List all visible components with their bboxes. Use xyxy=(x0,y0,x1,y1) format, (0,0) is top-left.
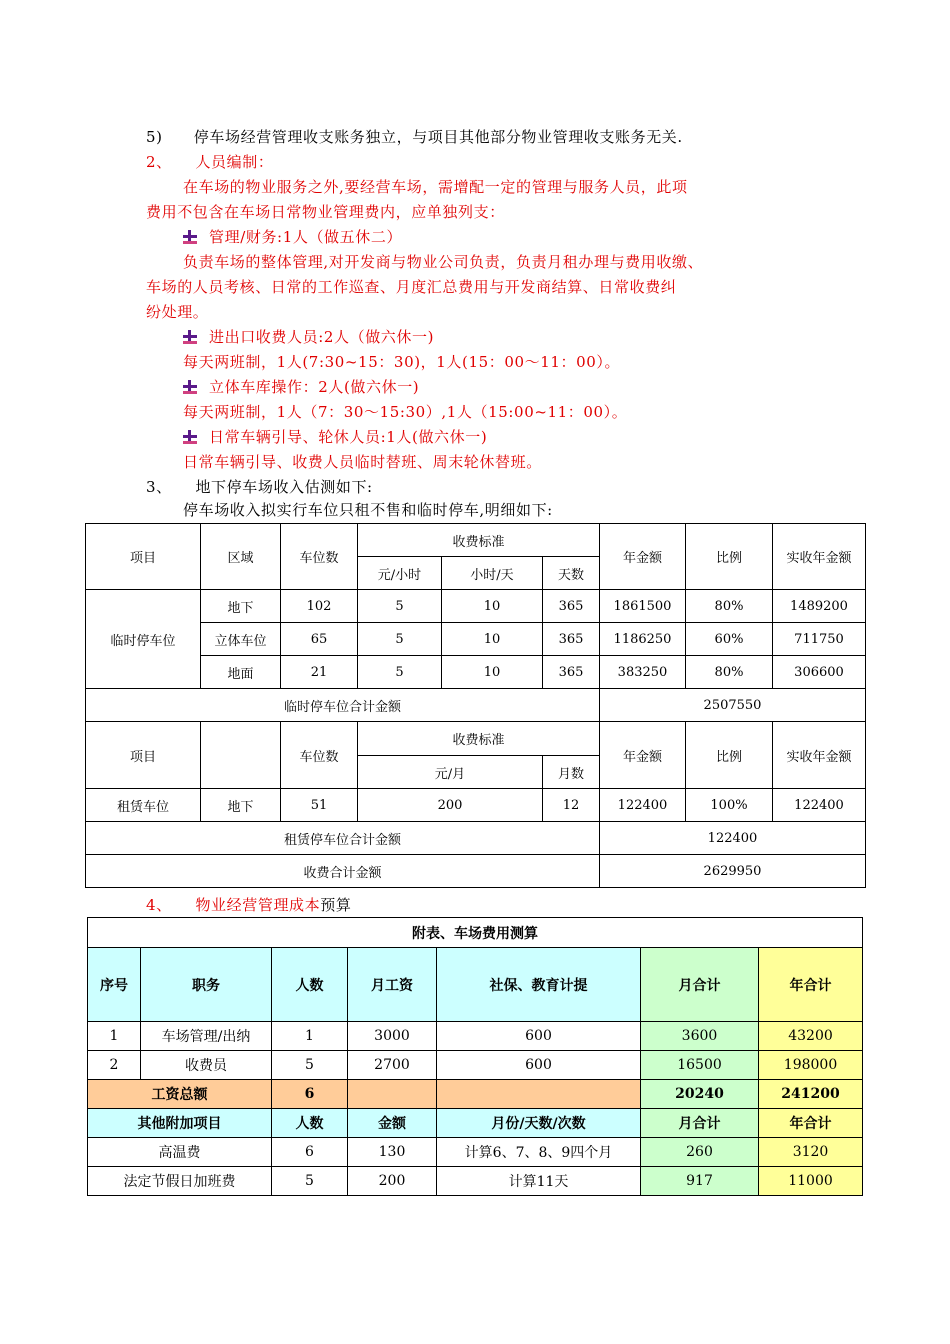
table-row xyxy=(88,1051,863,1080)
bullet-icon xyxy=(183,380,197,394)
cell-actual: 122400 xyxy=(773,789,866,822)
cell-year-total: 11000 xyxy=(759,1167,863,1196)
cell-month-total: 3600 xyxy=(641,1022,759,1051)
cell-days: 365 xyxy=(543,623,600,656)
staff-cashier-label: 进出口收费人员:2人（做六休一) xyxy=(209,328,435,346)
cell-social: 600 xyxy=(437,1051,641,1080)
cell-no: 1 xyxy=(88,1022,141,1051)
manager-duty-line3: 纷处理。 xyxy=(146,303,209,321)
bullet-icon xyxy=(183,230,197,244)
cell-year-total: 198000 xyxy=(759,1051,863,1080)
cell-year-total: 43200 xyxy=(759,1022,863,1051)
income-header-standard: 收费标准 xyxy=(358,524,600,557)
cell-spaces: 65 xyxy=(281,623,358,656)
cell-spaces: 51 xyxy=(281,789,358,822)
cost-table-title: 附表、车场费用测算 xyxy=(88,918,863,948)
extra-header-month-total: 月合计 xyxy=(641,1109,759,1138)
cashier-shift: 每天两班制，1人(7:30~15：30)，1人(15：00～11：00）。 xyxy=(183,353,621,371)
bullet-icon xyxy=(183,330,197,344)
cell-month-total: 16500 xyxy=(641,1051,759,1080)
grand-total-label: 收费合计金额 xyxy=(86,855,600,888)
table-row xyxy=(86,789,866,822)
table-row xyxy=(88,1138,863,1167)
cell-year-total: 3120 xyxy=(759,1138,863,1167)
income-header-actual: 实收年金额 xyxy=(773,524,866,590)
table-row xyxy=(88,1167,863,1196)
cost-header-no: 序号 xyxy=(88,948,141,1022)
cell-month-total: 260 xyxy=(641,1138,759,1167)
table-row xyxy=(86,623,866,656)
income-header-days: 天数 xyxy=(543,557,600,590)
grand-total-value: 2629950 xyxy=(600,855,866,888)
cell-rate: 5 xyxy=(358,656,442,689)
staff-guide-label: 日常车辆引导、轮休人员:1人(做六休一) xyxy=(209,428,488,446)
rent-header-item: 项目 xyxy=(86,722,201,789)
cell-ratio: 80% xyxy=(686,656,773,689)
cell-salary: 2700 xyxy=(348,1051,437,1080)
staff-garage-label: 立体车库操作：2人(做六休一) xyxy=(209,378,420,396)
extra-header-period: 月份/天数/次数 xyxy=(437,1109,641,1138)
section-4-suffix: 预算 xyxy=(320,896,352,914)
cell-area: 立体车位 xyxy=(201,623,281,656)
cell-hours: 10 xyxy=(442,656,543,689)
cell-rate: 5 xyxy=(358,623,442,656)
extra-header-year-total: 年合计 xyxy=(759,1109,863,1138)
cell-annual: 122400 xyxy=(600,789,686,822)
rent-header-empty xyxy=(201,722,281,789)
cell-days: 365 xyxy=(543,656,600,689)
cell-social: 600 xyxy=(437,1022,641,1051)
cost-header-social: 社保、教育计提 xyxy=(437,948,641,1022)
cell-rate: 200 xyxy=(358,789,543,822)
bullet-icon xyxy=(183,430,197,444)
section-2-heading: 2、 人员编制： xyxy=(146,153,274,171)
table-row xyxy=(86,822,866,855)
cost-table xyxy=(87,917,863,1196)
cell-months: 12 xyxy=(543,789,600,822)
cell-area: 地面 xyxy=(201,656,281,689)
staff-cashier xyxy=(183,326,434,348)
extra-header-amount: 金额 xyxy=(348,1109,437,1138)
section-4-title: 4、 物业经营管理成本 xyxy=(146,896,321,914)
cell-hours: 10 xyxy=(442,590,543,623)
rent-header-per-month: 元/月 xyxy=(358,756,543,789)
table-row xyxy=(86,590,866,623)
income-header-item: 项目 xyxy=(86,524,201,590)
cell-count: 1 xyxy=(272,1022,348,1051)
wage-total-empty xyxy=(437,1080,641,1109)
wage-total-empty xyxy=(348,1080,437,1109)
income-header-per-hour: 元/小时 xyxy=(358,557,442,590)
cell-ratio: 80% xyxy=(686,590,773,623)
income-header-annual: 年金额 xyxy=(600,524,686,590)
table-row xyxy=(86,656,866,689)
income-header-ratio: 比例 xyxy=(686,524,773,590)
cell-item: 高温费 xyxy=(88,1138,272,1167)
cell-spaces: 102 xyxy=(281,590,358,623)
cell-salary: 3000 xyxy=(348,1022,437,1051)
table-row xyxy=(86,689,866,722)
temp-parking-label: 临时停车位 xyxy=(86,590,201,689)
cell-amount: 130 xyxy=(348,1138,437,1167)
staff-garage xyxy=(183,376,419,398)
staff-guide xyxy=(183,426,487,448)
staff-manager xyxy=(183,226,402,248)
cell-annual: 1186250 xyxy=(600,623,686,656)
wage-total-label: 工资总额 xyxy=(88,1080,272,1109)
staffing-intro-line1: 在车场的物业服务之外,要经营车场，需增配一定的管理与服务人员，此项 xyxy=(183,178,688,196)
cell-month-total: 917 xyxy=(641,1167,759,1196)
cell-area: 地下 xyxy=(201,590,281,623)
item-5-text: 5) 停车场经营管理收支账务独立，与项目其他部分物业管理收支账务无关. xyxy=(146,128,683,146)
staffing-intro-line2: 费用不包含在车场日常物业管理费内，应单独列支： xyxy=(146,203,505,221)
cost-header-role: 职务 xyxy=(141,948,272,1022)
cell-actual: 306600 xyxy=(773,656,866,689)
cell-period: 计算11天 xyxy=(437,1167,641,1196)
cell-area: 地下 xyxy=(201,789,281,822)
rent-header-actual: 实收年金额 xyxy=(773,722,866,789)
wage-total-row xyxy=(88,1080,863,1109)
extra-header-count: 人数 xyxy=(272,1109,348,1138)
income-table xyxy=(85,523,866,888)
cell-annual: 1861500 xyxy=(600,590,686,623)
cell-count: 5 xyxy=(272,1167,348,1196)
cell-period: 计算6、7、8、9四个月 xyxy=(437,1138,641,1167)
cell-count: 5 xyxy=(272,1051,348,1080)
manager-duty-line1: 负责车场的整体管理,对开发商与物业公司负责，负责月租办理与费用收缴、 xyxy=(183,253,704,271)
cell-amount: 200 xyxy=(348,1167,437,1196)
cost-header-month-total: 月合计 xyxy=(641,948,759,1022)
table-row xyxy=(86,855,866,888)
rent-header-ratio: 比例 xyxy=(686,722,773,789)
cell-role: 车场管理/出纳 xyxy=(141,1022,272,1051)
cost-header-year-total: 年合计 xyxy=(759,948,863,1022)
extra-header-item: 其他附加项目 xyxy=(88,1109,272,1138)
cell-item: 法定节假日加班费 xyxy=(88,1167,272,1196)
cell-days: 365 xyxy=(543,590,600,623)
rent-total-value: 122400 xyxy=(600,822,866,855)
rent-total-label: 租赁停车位合计金额 xyxy=(86,822,600,855)
income-header-hours-day: 小时/天 xyxy=(442,557,543,590)
cell-actual: 711750 xyxy=(773,623,866,656)
temp-total-value: 2507550 xyxy=(600,689,866,722)
rent-label: 租赁车位 xyxy=(86,789,201,822)
staff-manager-label: 管理/财务:1人（做五休二） xyxy=(209,228,403,246)
cell-ratio: 60% xyxy=(686,623,773,656)
cell-role: 收费员 xyxy=(141,1051,272,1080)
manager-duty-line2: 车场的人员考核、日常的工作巡查、月度汇总费用与开发商结算、日常收费纠 xyxy=(146,278,677,296)
cell-no: 2 xyxy=(88,1051,141,1080)
cell-ratio: 100% xyxy=(686,789,773,822)
rent-header-standard: 收费标准 xyxy=(358,722,600,756)
section-4-heading xyxy=(146,894,351,916)
wage-total-month: 20240 xyxy=(641,1080,759,1109)
cell-hours: 10 xyxy=(442,623,543,656)
income-header-spaces: 车位数 xyxy=(281,524,358,590)
rent-header-months: 月数 xyxy=(543,756,600,789)
cell-rate: 5 xyxy=(358,590,442,623)
income-header-area: 区域 xyxy=(201,524,281,590)
cell-count: 6 xyxy=(272,1138,348,1167)
section-3-heading: 3、 地下停车场收入估测如下: xyxy=(146,478,373,496)
table-row xyxy=(88,1022,863,1051)
cell-actual: 1489200 xyxy=(773,590,866,623)
cell-annual: 383250 xyxy=(600,656,686,689)
income-intro: 停车场收入拟实行车位只租不售和临时停车,明细如下: xyxy=(183,501,553,519)
cost-header-salary: 月工资 xyxy=(348,948,437,1022)
wage-total-count: 6 xyxy=(272,1080,348,1109)
temp-total-label: 临时停车位合计金额 xyxy=(86,689,600,722)
guide-duty: 日常车辆引导、收费人员临时替班、周末轮休替班。 xyxy=(183,453,542,471)
rent-header-annual: 年金额 xyxy=(600,722,686,789)
cell-spaces: 21 xyxy=(281,656,358,689)
rent-header-spaces: 车位数 xyxy=(281,722,358,789)
cost-header-count: 人数 xyxy=(272,948,348,1022)
garage-shift: 每天两班制，1人（7：30～15:30）,1人（15:00~11：00）。 xyxy=(183,403,628,421)
wage-total-year: 241200 xyxy=(759,1080,863,1109)
